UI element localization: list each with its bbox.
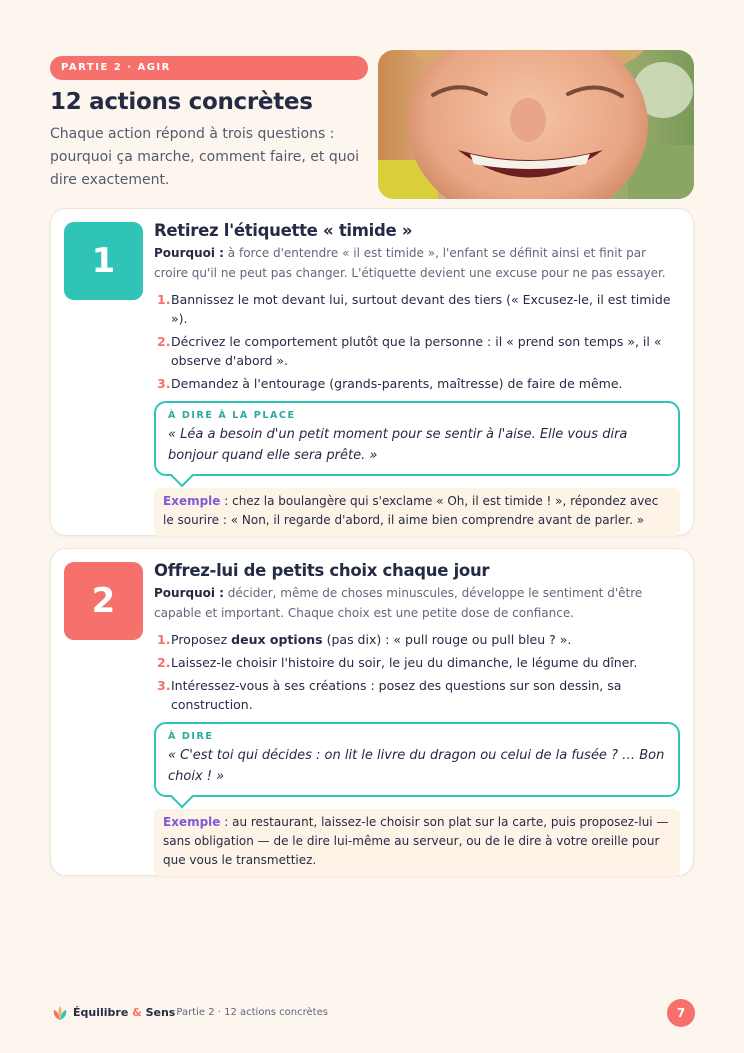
example-text: : chez la boulangère qui s'exclame « Oh, il est timide ! », répondez avec le sourire : « Non, il regarde d'abord, il aime bien comprendre avant de parler. » — [163, 494, 659, 527]
step-text: Demandez à l'entourage (grands-parents, maîtresse) de faire de même. — [171, 376, 623, 391]
why-text: décider, même de choses minuscules, développe le sentiment d'être capable et important. Chaque choix est une petite dose de confiance. — [154, 586, 643, 620]
footer-breadcrumb: · Partie 2 · 12 actions concrètes — [170, 1007, 328, 1018]
why-paragraph — [154, 584, 680, 623]
example-box — [154, 488, 680, 536]
example-label: Exemple — [163, 494, 221, 508]
speech-bubble-tail — [171, 465, 194, 488]
say-bubble — [154, 401, 680, 476]
say-label: À DIRE — [168, 731, 214, 742]
action-number-badge: 2 — [64, 562, 143, 640]
example-label: Exemple — [163, 815, 221, 829]
step-text: Proposez deux options (pas dix) : « pull rouge ou pull bleu ? ». — [171, 632, 572, 647]
page-header — [50, 56, 368, 192]
example-text: : au restaurant, laissez-le choisir son plat sur la carte, puis proposez-lui — sans obligation — de le dire lui-même au serveur, ou de le dire à votre oreille pour que vous le transmettiez. — [163, 815, 669, 867]
action-title: Retirez l'étiquette « timide » — [154, 221, 413, 240]
page-number-badge: 7 — [667, 999, 695, 1027]
intro-text: Chaque action répond à trois questions : pourquoi ça marche, comment faire, et quoi dire exactement. — [50, 126, 360, 188]
why-text: à force d'entendre « il est timide », l'enfant se définit ainsi et finit par croire qu'il ne peut pas changer. L'étiquette devient une excuse pour ne pas essayer. — [154, 246, 666, 280]
action-title: Offrez-lui de petits choix chaque jour — [154, 561, 490, 580]
section-tag: PARTIE 2 · AGIR — [50, 56, 368, 80]
steps-list — [154, 290, 680, 393]
action-card-2 — [50, 548, 694, 876]
brand-name: Équilibre & Sens — [73, 1006, 176, 1019]
step-number: 3. — [157, 678, 171, 693]
laughing-child-photo — [378, 50, 694, 199]
step-item — [154, 630, 680, 649]
brand-logo-icon — [52, 1005, 68, 1021]
step-item — [154, 374, 680, 393]
why-label: Pourquoi : — [154, 586, 224, 600]
say-bubble — [154, 722, 680, 797]
why-label: Pourquoi : — [154, 246, 224, 260]
example-box — [154, 809, 680, 876]
say-quote: « Léa a besoin d'un petit moment pour se sentir à l'aise. Elle vous dira bonjour quand elle sera prête. » — [168, 427, 628, 463]
speech-bubble-tail — [171, 786, 194, 809]
step-text: Laissez-le choisir l'histoire du soir, le jeu du dimanche, le légume du dîner. — [171, 655, 638, 670]
say-quote: « C'est toi qui décides : on lit le livre du dragon ou celui de la fusée ? … Bon choix ! » — [168, 748, 665, 784]
step-emphasis: deux options — [231, 632, 323, 647]
step-item — [154, 290, 680, 328]
action-number-badge: 1 — [64, 222, 143, 300]
why-paragraph — [154, 244, 680, 283]
step-item — [154, 676, 680, 714]
page-footer — [52, 1003, 695, 1025]
step-item — [154, 332, 680, 370]
say-label: À DIRE À LA PLACE — [168, 410, 296, 421]
step-number: 2. — [157, 655, 171, 670]
page-title: 12 actions concrètes — [50, 89, 313, 115]
action-card-1 — [50, 208, 694, 536]
step-item — [154, 653, 680, 672]
step-text: Bannissez le mot devant lui, surtout devant des tiers (« Excusez-le, il est timide »). — [171, 292, 671, 326]
step-number: 1. — [157, 632, 171, 647]
step-text: Intéressez-vous à ses créations : posez des questions sur son dessin, sa construction. — [171, 678, 622, 712]
step-text: Décrivez le comportement plutôt que la personne : il « prend son temps », il « observe d'abord ». — [171, 334, 662, 368]
steps-list — [154, 630, 680, 714]
step-number: 2. — [157, 334, 171, 349]
step-number: 1. — [157, 292, 171, 307]
step-number: 3. — [157, 376, 171, 391]
